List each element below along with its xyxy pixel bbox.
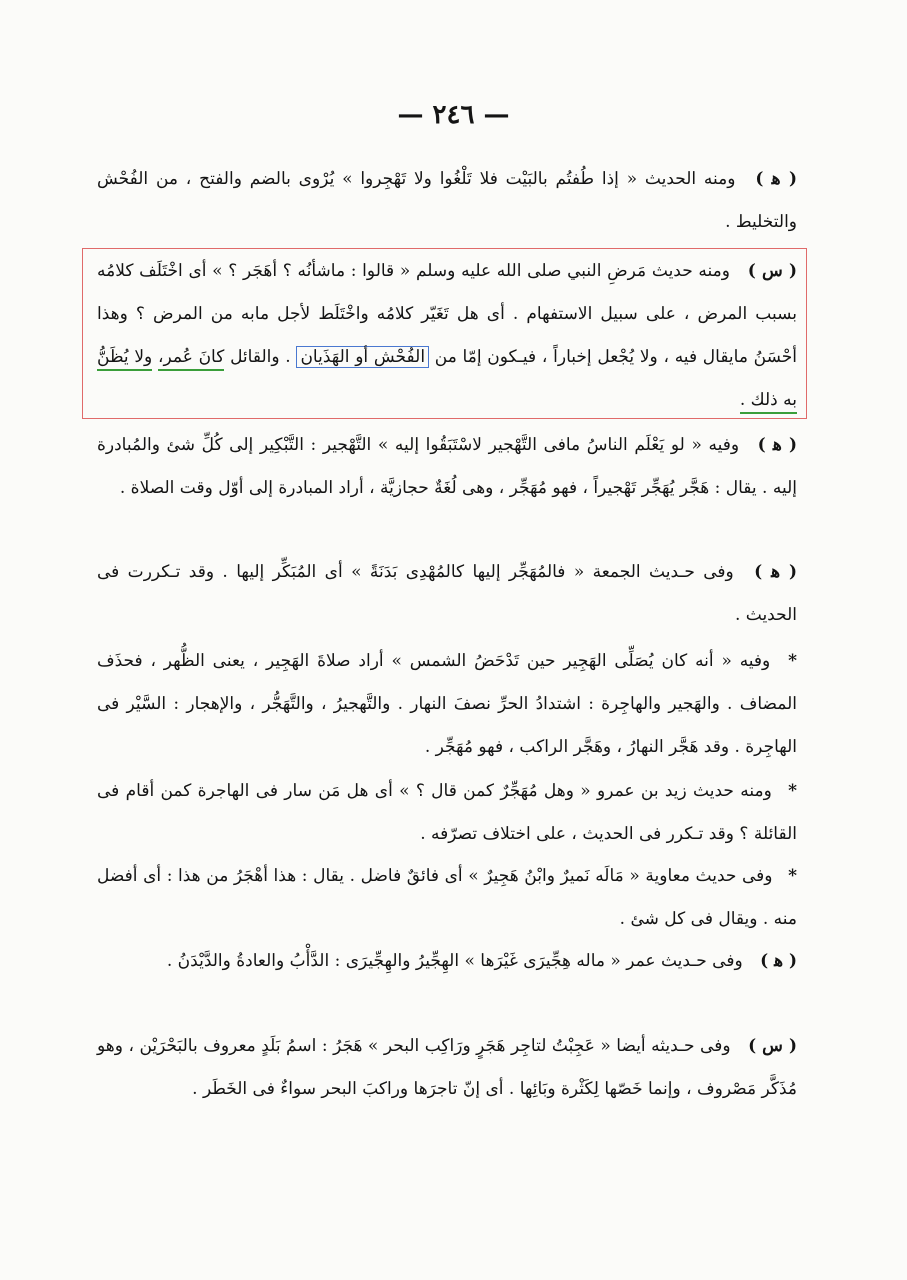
entry-paragraph-6 <box>97 770 797 856</box>
green-underline-1: كانَ عُمر، <box>158 347 224 371</box>
entry-text: وفى حـديث الجمعة « فالمُهَجِّر إليها كالمُهْدِى بَدَنَةً » أى المُبَكِّر إليها . وقد تـكررت فى الحديث . <box>97 562 797 625</box>
entry-text: ومنه الحديث « إذا طُفتُم بالبَيْت فلا تَلْغُوا ولا تَهْجِروا » يُرْوى بالضم والفتح ، من الفُحْش والتخليط . <box>97 169 797 232</box>
asterisk-marker: * <box>788 781 797 801</box>
entry-text: وفيه « أنه كان يُصَلِّى الهَجِير حين تَدْحَضُ الشمس » أراد صلاةَ الهَجِير ، يعنى الظُّهر ، فحذَف المضاف . والهَجير والهاجِرة : اشتدادُ الحرِّ نصفَ النهار . والتَّهجيرُ ، والتَّهَجُّر ، والإهجار : السَّيْر فى الهاجِرة . وقد هَجَّر النهارُ ، وهَجَّر الراكب ، فهو مُهَجِّر . <box>97 651 797 757</box>
entry-text: وفى حديث معاوية « مَالَه نَميرٌ وابْنُ هَجِيرٌ » أى فائقٌ فاضل . يقال : هذا أهْجَرُ من هذا : أى أفضل منه . ويقال فى كل شئ . <box>97 866 797 929</box>
asterisk-marker: * <box>788 866 797 886</box>
entry-text: وفى حـديث عمر « ماله هِجِّيرَى غَيْرَها » الهِجِّيرُ والهِجِّيرَى : الدَّأْبُ والعادةُ والدَّيْدَنُ . <box>166 951 743 971</box>
entry-tag: ( ﻫ ) <box>760 951 797 971</box>
entry-text: ومنه حديث زيد بن عمرو « وهل مُهَجِّرٌ كمن قال ؟ » أى هل مَن سار فى الهاجرة كمن أقام فى القائلة ؟ وقد تـكرر فى الحديث ، على اختلاف تصرّفه . <box>97 781 797 844</box>
entry-text: ومنه حديث مَرضِ النبي صلى الله عليه وسلم « قالوا : ماشأنُه ؟ أهَجَر ؟ » أى اخْتَلَف كلامُه بسبب المرض ، على سبيل الاستفهام . أى هل تَغَيّر كلامُه واخْتَلَط لأجل مابه من المرض ؟ وهذا أحْسَنُ مايقال فيه ، ولا يُجْعل إخباراً ، فيـكون إمّا من <box>97 261 798 367</box>
entry-paragraph-4 <box>97 551 797 637</box>
blue-highlight-box: الفُحْش أو الهَذَيان <box>296 346 429 368</box>
entry-paragraph-9 <box>97 1025 797 1111</box>
entry-tag: ( ﻫ ) <box>754 562 797 582</box>
entry-text: وفى حـديثه أيضا « عَجِبْتُ لتاجِر هَجَرٍ ورَاكِب البحر » هَجَرُ : اسمُ بَلَدٍ معروف بالبَحْرَيْن ، وهو مُذَكَّر مَصْروف ، وإنما خَصّها لِكَثْرة وبَائِها . أى إنّ تاجرَها وراكبَ البحر سواءٌ فى الخَطَر . <box>97 1036 797 1099</box>
entry-paragraph-2 <box>97 250 797 422</box>
entry-paragraph-7 <box>97 855 797 941</box>
entry-tag: ( ﻫ ) <box>757 435 797 455</box>
entry-paragraph-3 <box>97 424 797 510</box>
asterisk-marker: * <box>788 651 798 671</box>
entry-tag: ( ﻫ ) <box>755 169 798 189</box>
entry-text: وفيه « لو يَعْلَم الناسُ مافى التَّهْجير لاسْتَبَقُوا إليه » التَّهْجير : التَّبْكِير إلى كُلِّ شئ والمُبادرة إليه . يقال : هَجَّر يُهَجِّر تَهْجيراً ، فهو مُهَجِّر ، وهى لُغَةٌ حجازيَّة ، أراد المبادرة إلى أوّل وقت الصلاة . <box>97 435 797 498</box>
page-number: — ٢٤٦ — <box>397 100 510 130</box>
entry-text-continued: . والقائل <box>230 347 291 367</box>
entry-paragraph-1 <box>97 158 797 244</box>
green-underline-2: ولا يُظَنُّ به ذلك . <box>97 347 797 414</box>
entry-paragraph-5 <box>97 640 797 769</box>
entry-paragraph-8 <box>97 940 797 983</box>
entry-tag: ( س ) <box>747 261 797 281</box>
entry-tag: ( س ) <box>748 1036 797 1056</box>
